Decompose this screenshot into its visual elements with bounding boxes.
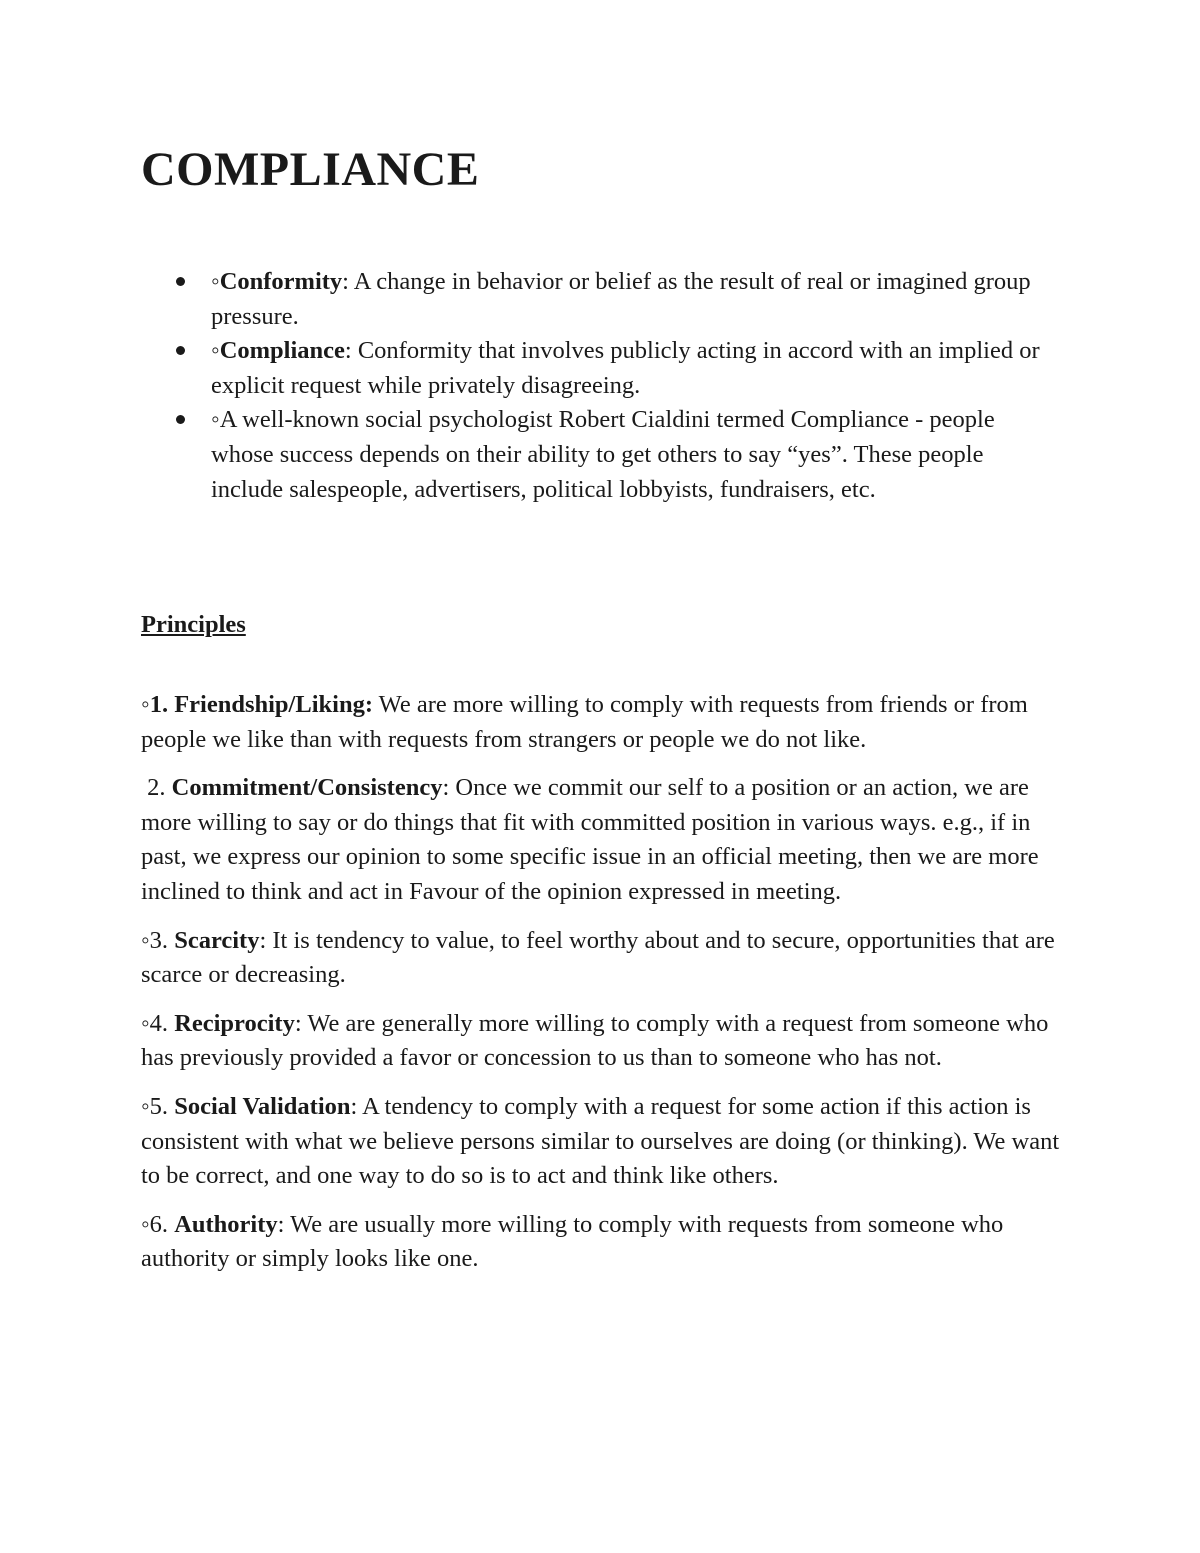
document-title: COMPLIANCE [141,143,480,196]
definition-list [141,265,1041,507]
principle-paragraph [141,1208,1071,1277]
item-term: Compliance [219,337,345,365]
principle-text: : A tendency to comply with a request for some action if this action is consistent with what we believe persons similar to ourselves are doing (or thinking). We want to be correct, and one way to do so is to act and think like others. [141,1092,1060,1190]
bullet-icon [176,415,185,424]
principle-paragraph [141,1090,1071,1194]
principle-paragraph [141,1007,1071,1076]
item-prefix: ◦ [211,268,220,295]
principle-term: Commitment/Consistency [171,774,443,802]
item-term: Conformity [219,268,343,295]
principle-term: 1. Friendship/Liking: [149,691,373,718]
list-item [141,334,1041,403]
list-item [141,403,1041,507]
item-text: : A change in behavior or belief as the result of real or imagined group pressure. [211,268,1031,330]
principle-text: : We are usually more willing to comply with requests from someone who authority or simply looks like one. [141,1210,1004,1273]
principle-term: Authority [174,1210,278,1238]
principles-list [141,688,1071,1291]
principle-text: : It is tendency to value, to feel worthy about and to secure, opportunities that are scarce or decreasing. [141,926,1055,989]
principle-paragraph [141,771,1071,909]
principle-term: Scarcity [174,926,260,954]
principle-text: : Once we commit our self to a position or an action, we are more willing to say or do things that fit with committed position in various ways. e.g., if in past, we express our opinion to some specific issue in an official meeting, then we are more inclined to think and act in Favour of the opinion expressed in meeting. [141,774,1039,905]
item-text: : Conformity that involves publicly acting in accord with an implied or explicit request while privately disagreeing. [211,337,1040,399]
principle-text: : We are generally more willing to comply with a request from someone who has previously provided a favor or concession to us than to someone who has not. [141,1009,1049,1072]
principle-prefix: ◦5. [141,1092,175,1120]
principle-term: Reciprocity [174,1009,295,1037]
principle-prefix: ◦3. [141,926,175,954]
principle-text: We are more willing to comply with requests from friends or from people we like than with requests from strangers or people we do not like. [141,691,1028,753]
principle-term: Social Validation [174,1092,351,1120]
principle-prefix: ◦6. [141,1210,175,1238]
principle-prefix: 2. [141,774,172,802]
bullet-icon [176,277,185,286]
principle-paragraph [141,688,1071,757]
list-item [141,265,1041,334]
principle-prefix: ◦ [141,691,150,718]
principle-prefix: ◦4. [141,1009,175,1037]
bullet-icon [176,346,185,355]
principle-paragraph [141,924,1071,993]
principles-heading: Principles [141,611,246,638]
item-text: A well-known social psychologist Robert Cialdini termed Compliance - people whose success depends on their ability to get others to say “yes”. These people include salespeople, advertisers, political lobbyists, fundraisers, etc. [211,406,995,503]
item-prefix: ◦ [211,337,220,365]
item-prefix: ◦ [211,406,220,434]
